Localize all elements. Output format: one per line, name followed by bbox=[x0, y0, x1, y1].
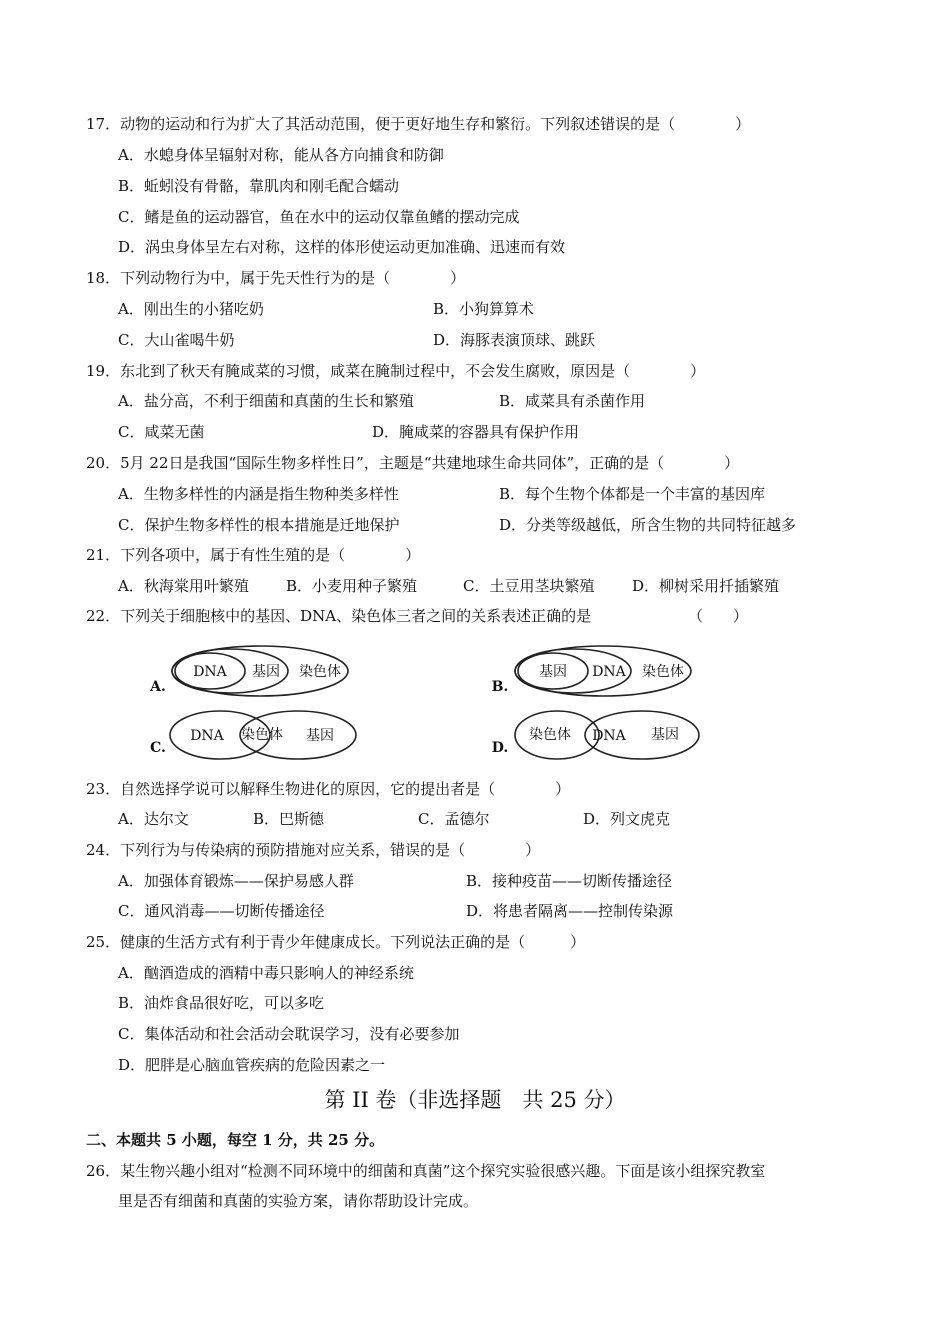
venn-a-label: A. bbox=[150, 679, 166, 695]
q22-venn-diagrams bbox=[0, 640, 950, 770]
venn-b-middle-text: DNA bbox=[592, 664, 626, 680]
venn-c-middle-text: 染色体 bbox=[241, 727, 283, 743]
q24-stem: 24．下列行为与传染病的预防措施对应关系，错误的是（ ） bbox=[86, 841, 541, 859]
q24-option-d: D．将患者隔离——控制传染源 bbox=[466, 902, 674, 920]
q20-option-b: B．每个生物个体都是一个丰富的基因库 bbox=[499, 485, 766, 503]
q17-option-b: B．蚯蚓没有骨骼，靠肌肉和刚毛配合蠕动 bbox=[118, 177, 400, 195]
venn-c-label: C. bbox=[150, 740, 166, 756]
q24-option-b: B．接种疫苗——切断传播途径 bbox=[466, 872, 673, 890]
venn-d-right-text: 基因 bbox=[651, 727, 679, 743]
q18-option-a: A．刚出生的小猪吃奶 bbox=[118, 300, 264, 318]
q21-option-a: A．秋海棠用叶繁殖 bbox=[118, 577, 249, 595]
q18-option-c: C．大山雀喝牛奶 bbox=[118, 331, 235, 349]
venn-a-middle-text: 基因 bbox=[252, 664, 280, 680]
q25-stem: 25．健康的生活方式有利于青少年健康成长。下列说法正确的是（ ） bbox=[86, 933, 586, 951]
q26-stem-line1: 26．某生物兴趣小组对“检测不同环境中的细菌和真菌”这个探究实验很感兴趣。下面是该小组探究教室 bbox=[86, 1162, 766, 1180]
venn-d-left-text: 染色体 bbox=[529, 727, 571, 743]
q17-stem: 17．动物的运动和行为扩大了其活动范围，便于更好地生存和繁衍。下列叙述错误的是（ ） bbox=[86, 115, 751, 133]
q22-stem: 22．下列关于细胞核中的基因、DNA、染色体三者之间的关系表述正确的是 bbox=[86, 607, 592, 625]
q18-option-b: B．小狗算算术 bbox=[433, 300, 535, 318]
q21-option-b: B．小麦用种子繁殖 bbox=[286, 577, 418, 595]
section-2-title: 第 II 卷（非选择题 共 25 分） bbox=[324, 1088, 626, 1112]
q25-option-c: C．集体活动和社会活动会耽误学习，没有必要参加 bbox=[118, 1025, 460, 1043]
q17-option-d: D．涡虫身体呈左右对称，这样的体形使运动更加准确、迅速而有效 bbox=[118, 238, 566, 256]
q17-option-a: A．水螅身体呈辐射对称，能从各方向捕食和防御 bbox=[118, 146, 444, 164]
q23-stem: 23．自然选择学说可以解释生物进化的原因，它的提出者是（ ） bbox=[86, 780, 571, 798]
q19-option-b: B．咸菜具有杀菌作用 bbox=[499, 392, 646, 410]
q24-option-a: A．加强体育锻炼——保护易感人群 bbox=[118, 872, 354, 890]
q21-option-d: D．柳树采用扦插繁殖 bbox=[632, 577, 780, 595]
section-2-instruction: 二、本题共 5 小题，每空 1 分，共 25 分。 bbox=[86, 1131, 385, 1149]
q17-option-c: C．鳍是鱼的运动器官，鱼在水中的运动仅靠鱼鳍的摆动完成 bbox=[118, 208, 520, 226]
q25-option-a: A．酗酒造成的酒精中毒只影响人的神经系统 bbox=[118, 964, 414, 982]
q23-option-a: A．达尔文 bbox=[118, 810, 189, 828]
venn-b-inner-text: 基因 bbox=[539, 664, 567, 680]
q23-option-b: B．巴斯德 bbox=[253, 810, 325, 828]
venn-d-label: D. bbox=[491, 740, 509, 756]
q19-stem: 19．东北到了秋天有腌咸菜的习惯，咸菜在腌制过程中，不会发生腐败，原因是（ ） bbox=[86, 362, 706, 380]
q18-stem: 18．下列动物行为中，属于先天性行为的是（ ） bbox=[86, 269, 466, 287]
q21-option-c: C．土豆用茎块繁殖 bbox=[463, 577, 595, 595]
q21-stem: 21．下列各项中，属于有性生殖的是（ ） bbox=[86, 546, 421, 564]
q18-option-d: D．海豚表演顶球、跳跃 bbox=[433, 331, 596, 349]
q25-option-b: B．油炸食品很好吃，可以多吃 bbox=[118, 994, 325, 1012]
q20-option-a: A．生物多样性的内涵是指生物种类多样性 bbox=[118, 485, 399, 503]
q23-option-c: C．孟德尔 bbox=[418, 810, 490, 828]
q20-stem: 20．5月 22日是我国“国际生物多样性日”，主题是“共建地球生命共同体”，正确的是（ ） bbox=[86, 454, 740, 472]
q22-answer-paren: （ ） bbox=[688, 607, 749, 625]
q19-option-a: A．盐分高，不利于细菌和真菌的生长和繁殖 bbox=[118, 392, 414, 410]
venn-a-inner-text: DNA bbox=[193, 664, 227, 680]
q19-option-d: D．腌咸菜的容器具有保护作用 bbox=[372, 423, 580, 441]
venn-b-label: B. bbox=[491, 679, 509, 695]
q19-option-c: C．咸菜无菌 bbox=[118, 423, 205, 441]
venn-a-outer-text: 染色体 bbox=[299, 664, 341, 680]
q24-option-c: C．通风消毒——切断传播途径 bbox=[118, 902, 325, 920]
venn-c-left-text: DNA bbox=[190, 728, 224, 744]
venn-d-middle-text: DNA bbox=[592, 728, 626, 744]
venn-c-right-text: 基因 bbox=[306, 728, 334, 744]
q20-option-c: C．保护生物多样性的根本措施是迁地保护 bbox=[118, 516, 400, 534]
q20-option-d: D．分类等级越低，所含生物的共同特征越多 bbox=[499, 516, 797, 534]
q25-option-d: D．肥胖是心脑血管疾病的危险因素之一 bbox=[118, 1056, 386, 1074]
q26-stem-line2: 里是否有细菌和真菌的实验方案，请你帮助设计完成。 bbox=[118, 1192, 479, 1210]
q23-option-d: D．列文虎克 bbox=[583, 810, 671, 828]
venn-b-outer-text: 染色体 bbox=[642, 664, 684, 680]
